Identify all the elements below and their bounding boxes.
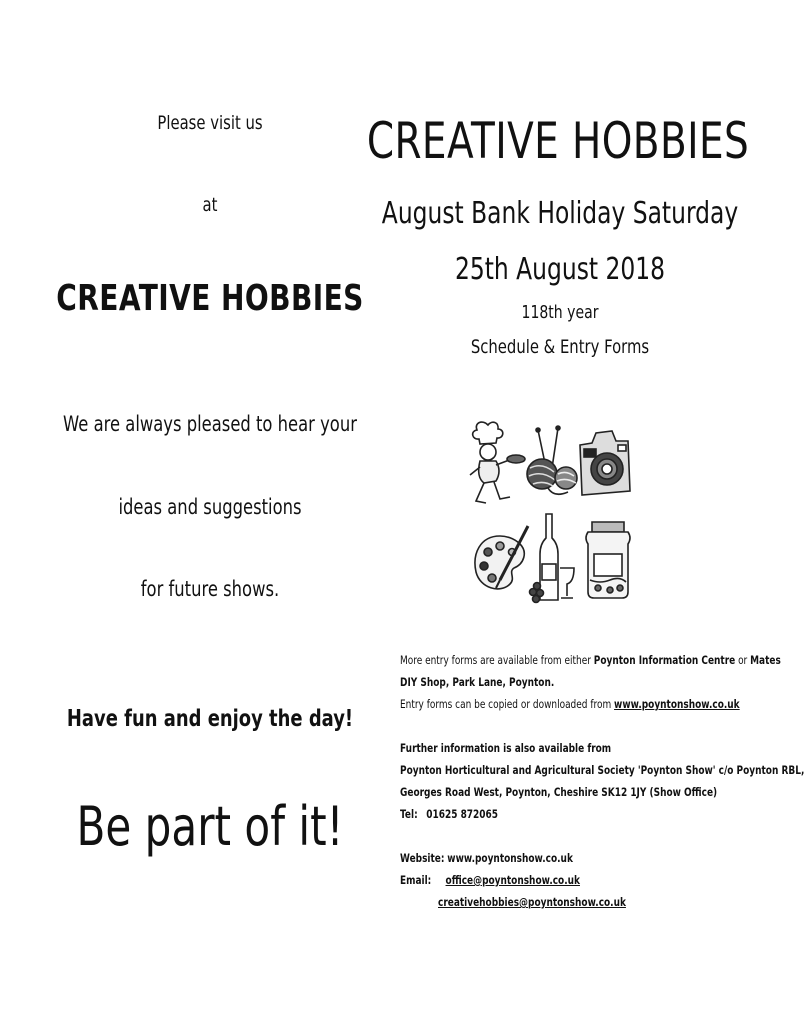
ideas-text: ideas and suggestions [118, 495, 302, 519]
telephone: Tel: 01625 872065 [400, 807, 499, 821]
schedule-subtitle: Schedule & Entry Forms [470, 336, 650, 358]
wool-knitting-icon [524, 426, 579, 501]
visit-text: Please visit us [157, 112, 263, 134]
further-info-heading: Further information is also available from [400, 741, 612, 755]
event-day: August Bank Holiday Saturday [381, 196, 739, 231]
website-link[interactable]: www.poyntonshow.co.uk [614, 697, 740, 711]
wine-bottle-icon [528, 512, 576, 604]
future-text: for future shows. [140, 577, 280, 601]
street-address: Georges Road West, Poynton, Cheshire SK12 1JY (Show Office) [400, 785, 718, 799]
event-year: 118th year [521, 302, 599, 323]
be-part-slogan: Be part of it! [76, 795, 344, 858]
society-address: Poynton Horticultural and Agricultural Society 'Poynton Show' c/o Poynton RBL, [400, 763, 804, 777]
pleased-text: We are always pleased to hear your [63, 412, 357, 436]
entry-forms-info-cont: DIY Shop, Park Lane, Poynton. [400, 675, 555, 689]
event-date: 25th August 2018 [454, 252, 666, 287]
entry-forms-info: More entry forms are available from either Poynton Information Centre or Mates [400, 653, 781, 667]
camera-icon [574, 421, 634, 501]
preserve-jar-icon [580, 516, 636, 602]
hobbies-email-line [438, 891, 626, 913]
hobbies-email-link[interactable]: creativehobbies@poyntonshow.co.uk [438, 895, 626, 909]
left-title: CREATIVE HOBBIES [56, 278, 364, 319]
fun-text: Have fun and enjoy the day! [66, 706, 354, 732]
chef-icon [466, 417, 528, 510]
email-line: Email: office@poyntonshow.co.uk [400, 873, 580, 887]
website-line: Website: www.poyntonshow.co.uk [400, 851, 573, 865]
download-info: Entry forms can be copied or downloaded from www.poyntonshow.co.uk [400, 697, 740, 711]
office-email-link[interactable]: office@poyntonshow.co.uk [445, 873, 580, 887]
paint-palette-icon [470, 522, 532, 604]
website-url[interactable]: www.poyntonshow.co.uk [447, 851, 573, 865]
main-title: CREATIVE HOBBIES [366, 112, 750, 170]
at-text: at [202, 194, 218, 216]
